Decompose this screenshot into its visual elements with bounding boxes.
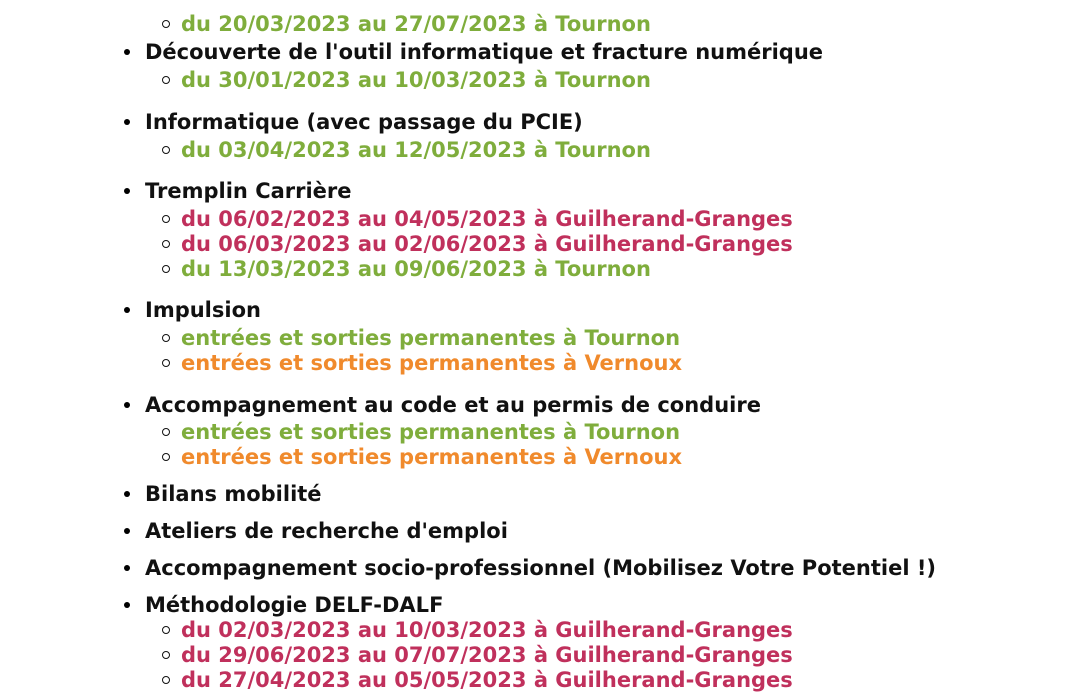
hollow-bullet-icon <box>162 334 170 342</box>
bullet-icon <box>124 491 130 497</box>
session-dates: du 29/06/2023 au 07/07/2023 à Guilherand-Granges <box>181 643 793 667</box>
hollow-bullet-icon <box>162 146 170 154</box>
session-dates: du 30/01/2023 au 10/03/2023 à Tournon <box>181 68 651 92</box>
bullet-icon <box>124 188 130 194</box>
bullet-icon <box>124 49 130 55</box>
session-dates: du 06/03/2023 au 02/06/2023 à Guilherand-Granges <box>181 232 793 256</box>
bullet-icon <box>124 402 130 408</box>
course-title: Tremplin Carrière <box>145 179 352 203</box>
hollow-bullet-icon <box>162 676 170 684</box>
hollow-bullet-icon <box>162 265 170 273</box>
bullet-icon <box>124 119 130 125</box>
hollow-bullet-icon <box>162 453 170 461</box>
course-title: Informatique (avec passage du PCIE) <box>145 110 583 134</box>
bullet-icon <box>124 602 130 608</box>
course-title: Bilans mobilité <box>145 482 322 506</box>
hollow-bullet-icon <box>162 428 170 436</box>
session-dates: du 02/03/2023 au 10/03/2023 à Guilherand-Granges <box>181 618 793 642</box>
bullet-icon <box>124 307 130 313</box>
session-dates: du 27/04/2023 au 05/05/2023 à Guilherand-Granges <box>181 668 793 692</box>
session-dates: du 13/03/2023 au 09/06/2023 à Tournon <box>181 257 651 281</box>
course-title: Découverte de l'outil informatique et fracture numérique <box>145 40 824 64</box>
session-dates: entrées et sorties permanentes à Tournon <box>181 326 681 350</box>
bullet-icon <box>124 565 130 571</box>
session-dates: entrées et sorties permanentes à Tournon <box>181 420 681 444</box>
session-dates: du 06/02/2023 au 04/05/2023 à Guilherand-Granges <box>181 207 793 231</box>
course-title: Accompagnement au code et au permis de conduire <box>145 393 761 417</box>
session-dates: du 20/03/2023 au 27/07/2023 à Tournon <box>181 12 651 36</box>
bullet-icon <box>124 528 130 534</box>
hollow-bullet-icon <box>162 651 170 659</box>
course-title: Méthodologie DELF-DALF <box>145 593 444 617</box>
hollow-bullet-icon <box>162 359 170 367</box>
session-dates: du 03/04/2023 au 12/05/2023 à Tournon <box>181 138 651 162</box>
course-title: Impulsion <box>145 298 261 322</box>
hollow-bullet-icon <box>162 240 170 248</box>
course-title: Ateliers de recherche d'emploi <box>145 519 508 543</box>
course-title: Accompagnement socio-professionnel (Mobilisez Votre Potentiel !) <box>145 556 937 580</box>
session-dates: entrées et sorties permanentes à Vernoux <box>181 445 683 469</box>
session-dates: entrées et sorties permanentes à Vernoux <box>181 351 683 375</box>
hollow-bullet-icon <box>162 215 170 223</box>
hollow-bullet-icon <box>162 626 170 634</box>
hollow-bullet-icon <box>162 76 170 84</box>
hollow-bullet-icon <box>162 20 170 28</box>
